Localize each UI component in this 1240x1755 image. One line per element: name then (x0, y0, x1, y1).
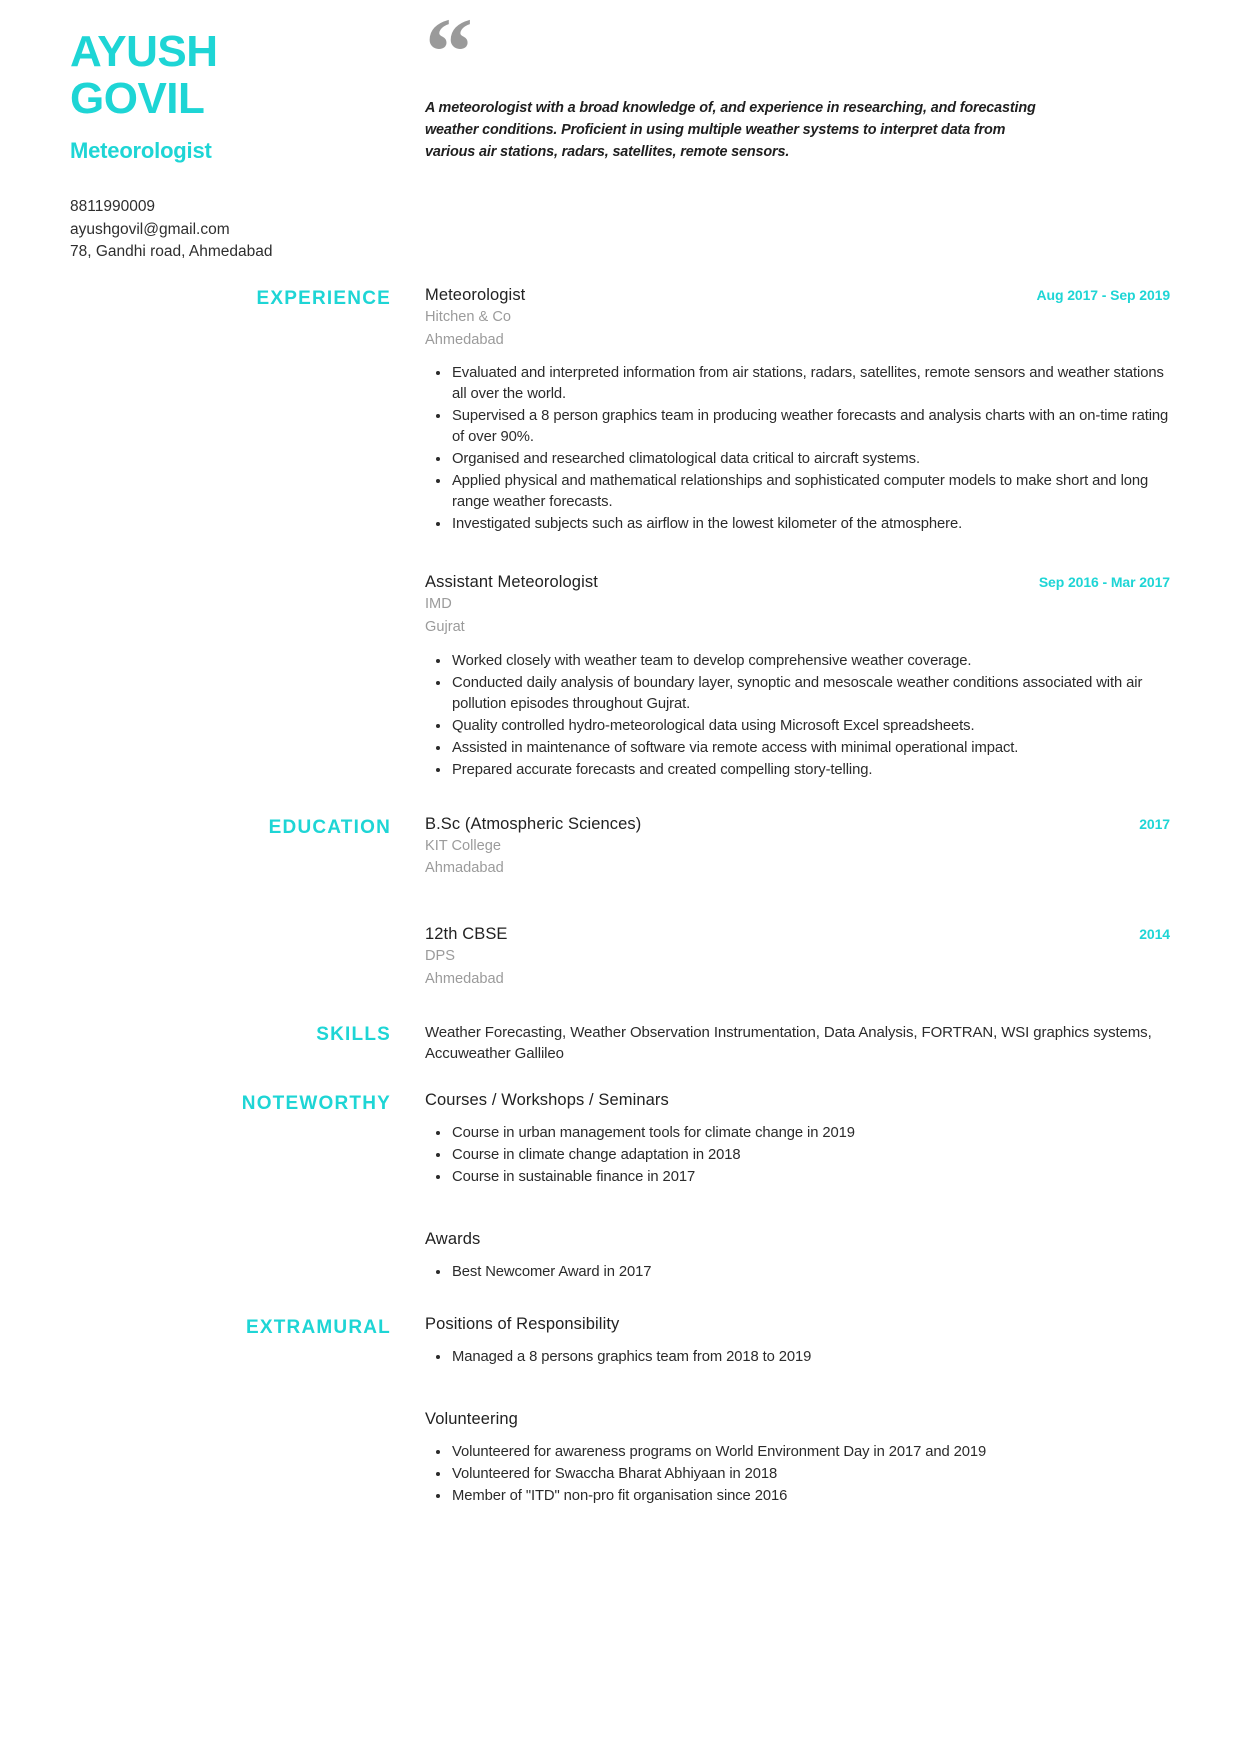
group-bullet-list (425, 1262, 1170, 1283)
list-item: Member of "ITD" non-pro fit organisation since 2016 (425, 1486, 1170, 1507)
first-name: AYUSH (70, 27, 218, 76)
degree-title: 12th CBSE (425, 925, 508, 944)
list-item: Course in sustainable finance in 2017 (425, 1167, 1170, 1188)
address-text: 78, Gandhi road, Ahmedabad (70, 243, 273, 261)
phone-text: 8811990009 (70, 198, 156, 216)
section-content-extramural (425, 1315, 1170, 1511)
section-noteworthy (70, 1091, 1170, 1287)
section-skills (70, 1022, 1170, 1065)
list-item: Supervised a 8 person graphics team in producing weather forecasts and analysis charts with an on-time rating of over 90%. (425, 406, 1170, 448)
degree-date: 2017 (1139, 815, 1170, 832)
section-title-noteworthy: NOTEWORTHY (241, 1092, 391, 1114)
list-item: Course in climate change adaptation in 2018 (425, 1145, 1170, 1166)
section-title-experience: EXPERIENCE (256, 288, 391, 310)
contact-block (70, 196, 425, 264)
entry-header (425, 925, 1170, 944)
section-label-col-noteworthy (70, 1091, 425, 1115)
section-content-noteworthy (425, 1091, 1170, 1287)
spacer (70, 1287, 1170, 1315)
degree-title: B.Sc (Atmospheric Sciences) (425, 814, 642, 833)
entry-header (425, 286, 1170, 305)
education-entry (425, 925, 1170, 989)
job-bullet-list (425, 651, 1170, 781)
job-title: Assistant Meteorologist (425, 573, 598, 592)
job-org: Hitchen & Co (425, 309, 511, 326)
section-experience (70, 286, 1170, 785)
group-heading: Courses / Workshops / Seminars (425, 1090, 669, 1109)
job-date: Sep 2016 - Mar 2017 (1038, 574, 1170, 591)
list-item: Course in urban management tools for climate change in 2019 (425, 1123, 1170, 1144)
list-item: Assisted in maintenance of software via remote access with minimal operational impact. (425, 738, 1170, 759)
group-bullet-list (425, 1442, 1170, 1507)
group-heading: Awards (425, 1229, 481, 1248)
identity-block (70, 22, 425, 264)
group-bullet-list (425, 1347, 1170, 1368)
list-item: Worked closely with weather team to develop comprehensive weather coverage. (425, 651, 1170, 672)
list-item: Volunteered for awareness programs on World Environment Day in 2017 and 2019 (425, 1442, 1170, 1463)
job-org: IMD (425, 596, 452, 613)
resume-header (70, 0, 1170, 264)
list-item: Managed a 8 persons graphics team from 2018 to 2019 (425, 1347, 1170, 1368)
summary-block (425, 0, 1170, 164)
degree-location: Ahmadabad (425, 860, 504, 877)
list-item: Prepared accurate forecasts and created compelling story-telling. (425, 760, 1170, 781)
section-label-col-experience (70, 286, 425, 310)
noteworthy-group (425, 1230, 1170, 1283)
section-content-skills (425, 1022, 1170, 1065)
entry-header (425, 573, 1170, 592)
spacer (425, 883, 1170, 925)
resume-body (70, 286, 1170, 1511)
extramural-group (425, 1410, 1170, 1507)
job-location: Ahmedabad (425, 331, 504, 348)
section-label-col-extramural (70, 1315, 425, 1339)
degree-location: Ahmedabad (425, 970, 504, 987)
quote-mark-icon: “ (425, 0, 471, 105)
group-bullet-list (425, 1123, 1170, 1188)
spacer (70, 785, 1170, 815)
spacer (425, 1372, 1170, 1410)
degree-org: KIT College (425, 837, 501, 854)
group-heading: Positions of Responsibility (425, 1314, 620, 1333)
last-name: GOVIL (70, 74, 205, 124)
list-item: Investigated subjects such as airflow in the lowest kilometer of the atmosphere. (425, 514, 1170, 535)
section-title-extramural: EXTRAMURAL (246, 1316, 391, 1338)
experience-entry (425, 573, 1170, 780)
entry-header (425, 815, 1170, 834)
list-item: Evaluated and interpreted information from air stations, radars, satellites, remote sensors and weather stations all over the world. (425, 363, 1170, 405)
job-location: Gujrat (425, 619, 465, 636)
summary-text: A meteorologist with a broad knowledge of, and experience in researching, and forecasting weather conditions. Proficient in using multiple weather systems to interpret data from various air stations, radars, satellites, remote sensors. (425, 100, 1036, 160)
spacer (70, 1065, 1170, 1091)
candidate-name (70, 28, 425, 122)
degree-date: 2014 (1139, 926, 1170, 943)
candidate-role: Meteorologist (70, 138, 212, 164)
list-item: Applied physical and mathematical relationships and sophisticated computer models to make short and long range weather forecasts. (425, 471, 1170, 513)
experience-entry (425, 286, 1170, 535)
education-entry (425, 815, 1170, 879)
section-content-experience (425, 286, 1170, 785)
spacer (425, 539, 1170, 573)
spacer (70, 994, 1170, 1022)
section-title-education: EDUCATION (268, 816, 391, 838)
job-bullet-list (425, 363, 1170, 535)
list-item: Conducted daily analysis of boundary layer, synoptic and mesoscale weather conditions associated with air pollution episodes throughout Gujrat. (425, 673, 1170, 715)
degree-org: DPS (425, 948, 456, 965)
list-item: Quality controlled hydro-meteorological data using Microsoft Excel spreadsheets. (425, 716, 1170, 737)
section-label-col-skills (70, 1022, 425, 1046)
section-label-col-education (70, 815, 425, 839)
extramural-group (425, 1315, 1170, 1368)
list-item: Best Newcomer Award in 2017 (425, 1262, 1170, 1283)
list-item: Organised and researched climatological data critical to aircraft systems. (425, 449, 1170, 470)
email-text: ayushgovil@gmail.com (70, 220, 230, 238)
spacer (425, 1192, 1170, 1230)
job-date: Aug 2017 - Sep 2019 (1036, 287, 1170, 304)
noteworthy-group (425, 1091, 1170, 1188)
group-heading: Volunteering (425, 1409, 518, 1428)
list-item: Volunteered for Swaccha Bharat Abhiyaan in 2018 (425, 1464, 1170, 1485)
section-content-education (425, 815, 1170, 994)
job-title: Meteorologist (425, 286, 526, 305)
skills-text: Weather Forecasting, Weather Observation Instrumentation, Data Analysis, FORTRAN, WSI graphics systems, Accuweather Gallileo (425, 1023, 1152, 1063)
section-education (70, 815, 1170, 994)
section-extramural (70, 1315, 1170, 1511)
section-title-skills: SKILLS (316, 1023, 391, 1045)
